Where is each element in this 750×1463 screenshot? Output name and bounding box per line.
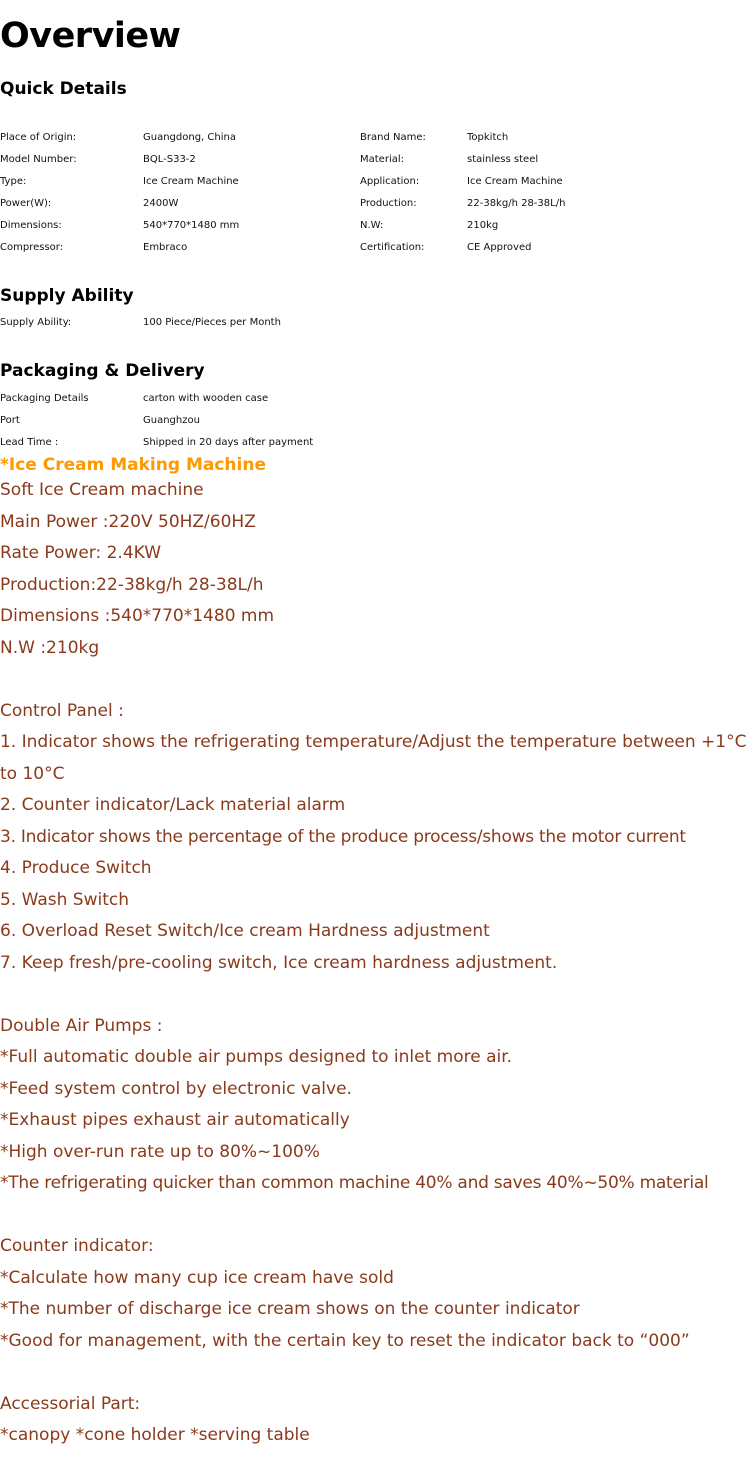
spec-line: Soft Ice Cream machine bbox=[0, 480, 204, 500]
spec-line: Dimensions :540*770*1480 mm bbox=[0, 606, 275, 626]
list-item: *The refrigerating quicker than common machine 40% and saves 40%~50% material bbox=[0, 1173, 709, 1193]
product-title: *Ice Cream Making Machine bbox=[0, 455, 266, 475]
detail-value: stainless steel bbox=[467, 154, 539, 165]
list-item: 5. Wash Switch bbox=[0, 889, 130, 910]
spec-line: N.W :210kg bbox=[0, 637, 100, 658]
list-item: *Calculate how many cup ice cream have sold bbox=[0, 1267, 394, 1288]
spec-line: Main Power :220V 50HZ/60HZ bbox=[0, 511, 256, 532]
packaging-heading: Packaging & Delivery bbox=[0, 361, 205, 381]
detail-value: Topkitch bbox=[467, 132, 509, 143]
list-item: *Full automatic double air pumps designed to inlet more air. bbox=[0, 1047, 513, 1067]
list-item: *canopy *cone holder *serving table bbox=[0, 1425, 310, 1445]
list-item: 7. Keep fresh/pre-cooling switch, Ice cream hardness adjustment. bbox=[0, 952, 558, 973]
list-item: 6. Overload Reset Switch/Ice cream Hardness adjustment bbox=[0, 921, 490, 941]
detail-label: Material: bbox=[360, 154, 404, 165]
detail-label: Production: bbox=[360, 198, 417, 209]
detail-label: Dimensions: bbox=[0, 220, 62, 231]
lead-time-label: Lead Time : bbox=[0, 437, 59, 448]
spec-line: Production:22-38kg/h 28-38L/h bbox=[0, 574, 264, 595]
list-item: *Good for management, with the certain key to reset the indicator back to “000” bbox=[0, 1330, 690, 1351]
counter-section bbox=[0, 1231, 750, 1357]
list-item: *Exhaust pipes exhaust air automatically bbox=[0, 1110, 350, 1130]
detail-value: 22-38kg/h 28-38L/h bbox=[467, 198, 566, 209]
supply-ability-heading: Supply Ability bbox=[0, 286, 134, 306]
packaging-label: Packaging Details bbox=[0, 393, 89, 404]
port-label: Port bbox=[0, 415, 20, 426]
detail-value: BQL-S33-2 bbox=[143, 154, 196, 165]
lead-time-value: Shipped in 20 days after payment bbox=[143, 437, 314, 448]
detail-value: 540*770*1480 mm bbox=[143, 220, 240, 231]
quick-details-heading: Quick Details bbox=[0, 79, 127, 99]
page-title: Overview bbox=[0, 16, 181, 56]
list-item: 2. Counter indicator/Lack material alarm bbox=[0, 795, 346, 815]
accessorial-section bbox=[0, 1389, 750, 1452]
spec-line: Rate Power: 2.4KW bbox=[0, 543, 162, 563]
port-value: Guanghzou bbox=[143, 415, 200, 426]
list-item: *Feed system control by electronic valve. bbox=[0, 1078, 352, 1099]
detail-value: CE Approved bbox=[467, 242, 532, 253]
product-description bbox=[0, 475, 750, 1452]
detail-label: Model Number: bbox=[0, 154, 77, 165]
detail-label: Power(W): bbox=[0, 198, 52, 209]
supply-value: 100 Piece/Pieces per Month bbox=[143, 317, 281, 328]
list-item: *High over-run rate up to 80%~100% bbox=[0, 1141, 320, 1162]
air-pumps-section bbox=[0, 1011, 750, 1200]
detail-label: Brand Name: bbox=[360, 132, 426, 143]
section-heading: Double Air Pumps : bbox=[0, 1015, 163, 1036]
list-item: *The number of discharge ice cream shows on the counter indicator bbox=[0, 1299, 580, 1319]
detail-value: 210kg bbox=[467, 220, 499, 231]
supply-label: Supply Ability: bbox=[0, 317, 72, 328]
detail-value: Guangdong, China bbox=[143, 132, 236, 143]
detail-label: Application: bbox=[360, 176, 420, 187]
detail-value: Ice Cream Machine bbox=[467, 176, 563, 187]
detail-label: Place of Origin: bbox=[0, 132, 77, 143]
packaging-value: carton with wooden case bbox=[143, 393, 269, 404]
section-heading: Counter indicator: bbox=[0, 1236, 154, 1256]
detail-label: Type: bbox=[0, 176, 27, 187]
detail-label: Compressor: bbox=[0, 242, 64, 253]
spec-list bbox=[0, 475, 750, 664]
detail-value: Ice Cream Machine bbox=[143, 176, 239, 187]
control-panel-section bbox=[0, 696, 750, 980]
detail-label: N.W: bbox=[360, 220, 384, 231]
detail-label: Certification: bbox=[360, 242, 425, 253]
section-heading: Control Panel : bbox=[0, 700, 124, 721]
detail-value: 2400W bbox=[143, 198, 179, 209]
list-item: 1. Indicator shows the refrigerating temperature/Adjust the temperature between +1°C to 10°C bbox=[0, 732, 747, 784]
section-heading: Accessorial Part: bbox=[0, 1393, 141, 1414]
list-item: 4. Produce Switch bbox=[0, 858, 152, 878]
detail-value: Embraco bbox=[143, 242, 188, 253]
list-item: 3. Indicator shows the percentage of the produce process/shows the motor current bbox=[0, 826, 686, 847]
